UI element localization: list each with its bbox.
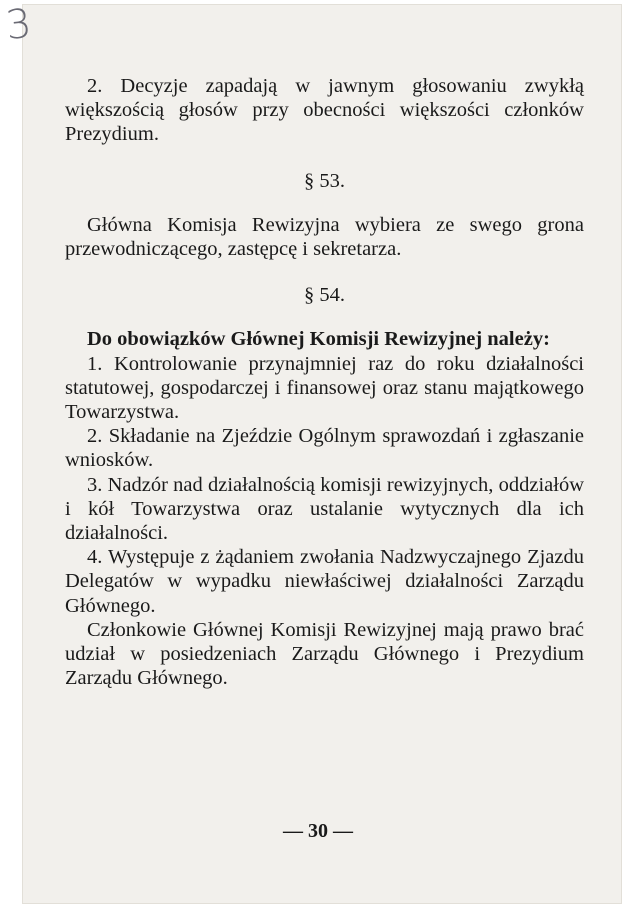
duty-item-3: 3. Nadzór nad działalnością komisji rewizyjnych, oddziałów i kół Towarzystwa oraz ustalanie wytycznych dla ich działalności. — [65, 473, 584, 545]
page-number: — 30 — — [283, 820, 353, 842]
paragraph-commission-election: Główna Komisja Rewizyjna wybiera ze swego grona przewodniczącego, zastępcę i sekretarza. — [65, 213, 584, 261]
page-text — [65, 74, 584, 690]
section-54-heading: § 54. — [304, 284, 345, 307]
duty-item-1: 1. Kontrolowanie przynajmniej raz do roku działalności statutowej, gospodarczej i finansowej oraz stanu majątkowego Towarzystwa. — [65, 352, 584, 424]
duty-item-2: 2. Składanie na Zjeździe Ogólnym sprawozdań i zgłaszanie wniosków. — [65, 425, 584, 472]
handwritten-page-mark: 3 — [3, 0, 32, 50]
paragraph-members-rights: Członkowie Głównej Komisji Rewizyjnej mają prawo brać udział w posiedzeniach Zarządu Głównego i Prezydium Zarządu Głównego. — [65, 618, 584, 690]
duties-heading: Do obowiązków Głównej Komisji Rewizyjnej należy: — [87, 328, 550, 351]
duty-item-4: 4. Występuje z żądaniem zwołania Nadzwyczajnego Zjazdu Delegatów w wypadku niewłaściwej działalności Zarządu Głównego. — [65, 546, 584, 617]
paragraph-decisions: 2. Decyzje zapadają w jawnym głosowaniu zwykłą większością głosów przy obecności większości członków Prezydium. — [65, 75, 584, 146]
section-53-heading: § 53. — [304, 169, 345, 192]
